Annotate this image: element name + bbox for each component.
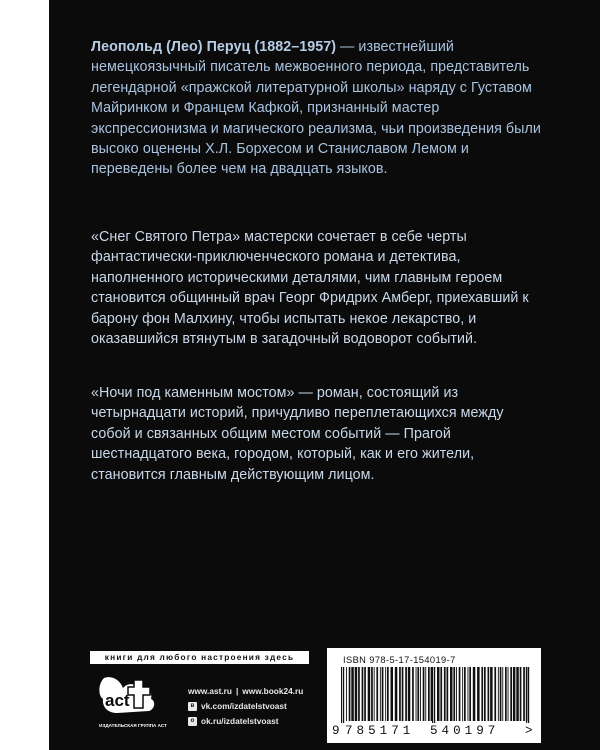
barcode-bar [385,667,386,721]
barcode-bar [502,667,503,721]
barcode-bar [425,667,426,721]
ast-website-link[interactable]: www.ast.ru [188,686,232,696]
barcode-bar [402,667,404,721]
ast-logo [92,672,174,734]
barcode-bar [437,667,440,721]
barcode-bar [387,667,389,721]
book2-paragraph: «Ночи под каменным мостом» — роман, состоящий из четырнадцати историй, причудливо переплетающихся между собой и связанных общим местом событий — Прагой шестнадцатого века, городом, который, как и его жители, становится главным действующим лицом. [91,385,504,483]
book1-paragraph: «Снег Святого Петра» мастерски сочетает в себе черты фантастически-приключенческого романа и детектива, наполненного историческими деталями, чим главным героем становится общинный врач Георг Фридрих Амберг, приехавший к барону фон Малхину, чтобы испытать некое лекарство, и оказавшийся втянутым в загадочный водоворот событий. [91,229,529,348]
barcode-bar [462,667,463,721]
vk-row [188,699,303,714]
barcode-guard-bar [526,667,527,729]
barcode-bar [523,667,525,721]
barcode-bar [364,667,366,721]
ast-logo-caption: ИЗДАТЕЛЬСКАЯ ГРУППА АСТ [99,723,167,728]
barcode-bar [416,667,417,721]
barcode-bar [513,667,516,721]
barcode-guard-bar [528,667,529,729]
barcode-bar [368,667,371,721]
barcode-bar [362,667,364,721]
barcode-bar [456,667,457,721]
barcode-bar [510,667,512,721]
barcode-first-digit: 9 [332,724,340,738]
barcode-bar [444,667,446,721]
barcode-bar [428,667,430,721]
barcode-bar [516,667,519,721]
publisher-tagline: книги для любого настроения здесь [90,651,309,664]
barcode-bar [412,667,414,721]
barcode-bar [464,667,466,721]
barcode-bar [450,667,453,721]
barcode-bar [358,667,360,721]
barcode-bar [405,667,407,721]
barcode-bar [423,667,425,721]
barcode-bar [505,667,507,721]
barcode-guard-bar [341,667,342,729]
book24-website-link[interactable]: www.book24.ru [242,686,304,696]
publisher-links [188,684,303,729]
barcode-bar [490,667,493,721]
barcode-left-group: 785171 [345,724,415,738]
barcode-quiet-mark: > [525,724,533,738]
author-name: Леопольд (Лео) Перуц (1882–1957) [91,39,337,55]
barcode-bar [500,667,502,721]
barcode-bar [469,667,471,721]
barcode-bar [380,667,381,721]
barcode-bar [468,667,469,721]
ok-link[interactable]: ok.ru/izdatelstvoast [201,716,279,726]
barcode-guard-bar [343,667,344,729]
barcode-bar [498,667,499,721]
barcode-bar [420,667,421,721]
barcode-bar [488,667,490,721]
ok-icon: о [188,717,197,726]
barcode-right-group: 540197 [430,724,500,738]
barcode-bar [351,667,354,721]
author-bio: — известнейший немецкоязычный писатель межвоенного периода, представитель легендарной «пражской литературной школы» наряду с Густавом Майринком и Францем Кафкой, признанный мастер экспрессионизма и магического реализма, чьи произведения были высоко оценены Х.Л. Борхесом и Станиславом Лемом и переведены более чем на двадцать языков. [91,39,541,178]
separator: | [235,686,239,696]
ok-row [188,714,303,729]
barcode-bar [382,667,384,721]
barcode-bar [355,667,358,721]
barcode-bar [484,667,486,721]
barcode-bar [376,667,378,721]
barcode-bar [349,667,351,721]
barcode-bar [459,667,461,721]
barcode-guard-bar [432,667,433,729]
barcode-bar [408,667,411,721]
barcode-bar [399,667,401,721]
barcode-guard-bar [434,667,435,729]
barcode-bar [508,667,509,721]
barcode-bar [391,667,394,721]
barcode-bar [520,667,522,721]
barcode-bar [417,667,419,721]
barcode-bar [374,667,375,721]
website-row [188,684,303,699]
vk-icon: в [188,702,197,711]
barcode-digits [332,723,537,739]
barcode-bar [494,667,496,721]
ast-logo-text: act [105,691,130,710]
barcode-bar [346,667,347,721]
author-paragraph [91,37,541,180]
barcode-bar [481,667,483,721]
barcode-bar [371,667,373,721]
barcode-bar [453,667,455,721]
barcode-bar [395,667,398,721]
vk-link[interactable]: vk.com/izdatelstvoast [201,701,287,711]
barcode-bar [473,667,476,721]
isbn-label: ISBN 978-5-17-154019-7 [343,655,456,665]
barcode-bar [440,667,442,721]
barcode-bar [447,667,449,721]
barcode-bar [477,667,480,721]
